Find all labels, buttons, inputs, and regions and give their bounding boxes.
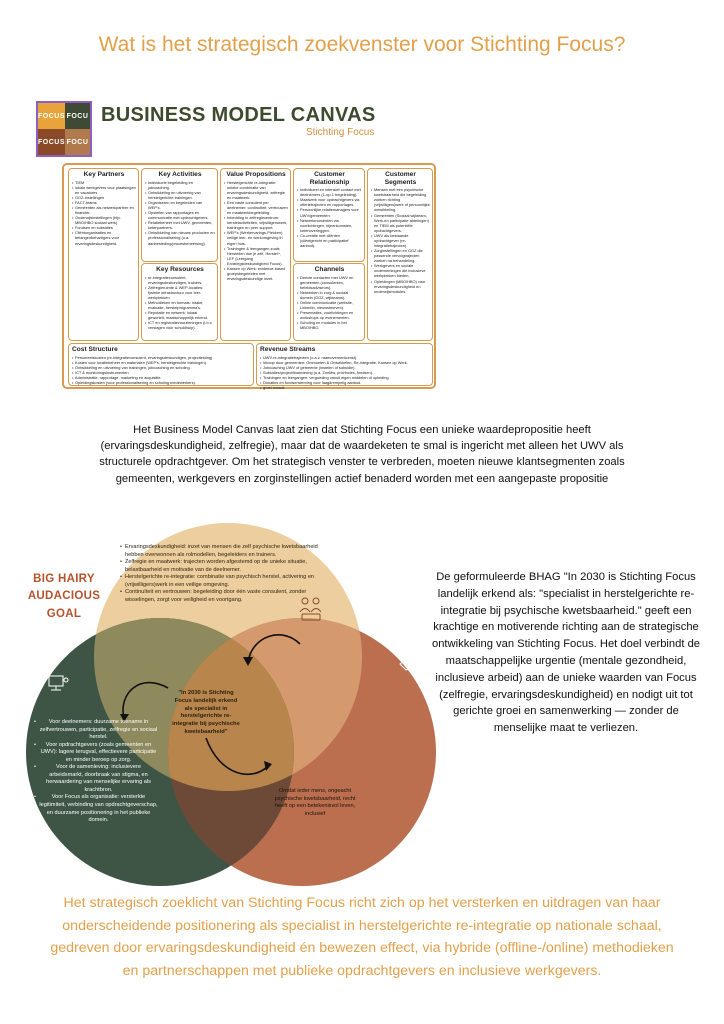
block-list — [224, 180, 288, 282]
customer-relationship-block — [293, 168, 365, 262]
list-item: • Ontwikkeling en uitvoering van trainingen, jobcoaching en scholing. — [72, 365, 251, 370]
block-list — [297, 275, 362, 331]
list-item: • Opleidingen (MBO/HBO) voor ervaringsdeskundigheid en onderwijsmodules. — [371, 279, 430, 294]
block-title: Key Activities — [158, 171, 202, 178]
list-item: • Ontwikkeling van nieuwe producten en professionalisering (o.a. aanbesteding/procesbeheersing). — [145, 230, 215, 245]
bhag-label-line: GOAL — [46, 607, 82, 620]
list-item: • WEP's (Werkervarings-Plekken) veilige leer- en werkomgeving in eigen huis. — [224, 230, 288, 245]
list-item: • lokale werkgevers voor plaatsingen en vacatures — [72, 185, 136, 195]
logo-quadrant: FOCU — [65, 103, 90, 129]
list-item: • groei vooruit — [260, 385, 430, 390]
list-item: • Subsidies/projectfinanciering (o.a. ZonMw, provincies, fondsen). — [260, 370, 430, 375]
list-item: • Individuele begeleiding en jobcoaching. — [145, 180, 215, 190]
canvas-explanation: Het Business Model Canvas laat zien dat Stichting Focus een unieke waardepropositie heeft (ervaringsdeskundigheid, zelfregie), maar dat de waardeketen te smal is ingericht met alleen het UWV als structurele opdrachtgever. Om het strategisch venster te verbreden, moeten nieuwe klantsegmenten zoals gemeenten, werkgevers en zorginstellingen actief benaderd worden met een aangepaste propositie — [99, 424, 625, 485]
list-item: • Herstelgerichte re-integratie: unieke combinatie van ervaringsdeskundigheid, zelfregie en maatwerk. — [224, 180, 288, 200]
list-item: • Voor deelnemers: duurzame toename in zelfvertrouwen, participatie, zelfregie en sociaal herstel. — [34, 719, 158, 742]
cost-structure-block — [68, 343, 254, 386]
list-item: • Trainingen & leergangen zoals Herstellen doe je zelf, Herstel+, LEF (Leergang Ervaringsdeskundigheid Focus). — [224, 246, 288, 266]
venn-left-text — [34, 719, 158, 825]
list-item: • Cliëntorganisaties en belangenbehartigers voor ervaringsdeskundigheid. — [72, 230, 136, 245]
key-activities-block — [141, 168, 218, 262]
logo-quadrant: FOCUS — [38, 103, 65, 129]
list-item: • Reputatie en netwerk: lokaal gewortelt, maatschappelijk erkend. — [145, 310, 215, 320]
bhag-explanation: De geformuleerde BHAG "In 2030 is Stichting Focus landelijk erkend als: "specialist in herstelgerichte re-integratie bij psychische kwetsbaarheid." geeft een krachtige en motiverende richting aan de strategische ontwikkeling van Stichting Focus. Het doel verbindt de maatschappelijke urgentie (mentale gezondheid, inclusieve arbeid) aan de unieke waarden van Focus (zelfregie, ervaringsdeskundigheid) en nodigt uit tot gerichte groei en samenwerking — zonder de menselijke maat te verliezen. — [431, 571, 701, 735]
list-item: • Voor de samenleving: inclusievere arbeidsmarkt, doorbraak van stigma, en herwaardering van menselijke ervaring als krachtbron. — [34, 764, 158, 794]
venn-list — [34, 719, 158, 825]
list-item: • ICT & monitoringsinstrumenten. — [72, 370, 251, 375]
list-item: • Donaties en fondsenwerving voor laagdrempelig aanbod. — [260, 380, 430, 385]
bmc-title: BUSINESS MODEL CANVAS — [101, 104, 376, 126]
list-item: • Continuïteit en vertrouwen: begeleiding door één vaste consulent, zonder wisselingen, zorgt voor veiligheid en voortgang. — [120, 589, 332, 604]
venn-right-text: Omdat ieder mens, ongeacht psychische kwetsbaarheid, recht heeft op een betekenisvol leven, inclusief — [274, 788, 356, 817]
list-item: • Presentaties, voorlichtingen en workshops op evenementen. — [297, 310, 362, 320]
list-item: • UWV als bestaande opdrachtgever (re-integratietrajecten). — [371, 233, 430, 248]
business-model-canvas — [62, 163, 436, 389]
block-list — [72, 355, 251, 385]
focus-logo — [36, 101, 92, 157]
list-item: • ICT en registratievoorzieningen (t.b.v. verslagen voor schuldhulp). — [145, 320, 215, 330]
list-item: • Zelfregie en maatwerk: trajecten worden afgestemd op de unieke situatie, belastbaarheid en motivatie van de deelnemer. — [120, 559, 332, 574]
logo-quadrant: FOCU — [65, 129, 90, 155]
list-item: • Online communicatie (website, LinkedIn, nieuwsbrieven). — [297, 300, 362, 310]
customer-segments-block — [367, 168, 433, 341]
list-item: • Gemeenten als netwerkpartner en financier. — [72, 205, 136, 215]
list-item: • Fondsen en subsidies — [72, 225, 136, 230]
block-list — [260, 355, 430, 391]
list-item: • Netwerken in zorg & sociaal domein (GGZ, wijkteams). — [297, 290, 362, 300]
block-title: Channels — [314, 266, 345, 273]
list-item: • Methodieken en formats: intake, evaluatie, herstelprogramma's. — [145, 300, 215, 310]
page-title: Wat is het strategisch zoekvenster voor Stichting Focus? — [98, 33, 626, 56]
list-item: • re-integratieconsulent, ervaringsdeskundigen, trainers. — [145, 275, 215, 285]
list-item: • Trainingen en leergangen: vergoeding vanuit eigen middelen of opleiding. — [260, 375, 430, 380]
block-title: Key Resources — [156, 266, 204, 273]
list-item: • FACT-teams — [72, 200, 136, 205]
list-item: • Werkgevers en sociale ondernemingen die inclusieve werkplekken bieden. — [371, 263, 430, 278]
list-item: • Opstellen van rapportages en communicatie met opdrachtgevers. — [145, 210, 215, 220]
list-item: • Co-creatie met cliënten (cliëntgericht en participatief aanbod). — [297, 233, 362, 248]
list-item: • TIEM — [72, 180, 136, 185]
block-list — [145, 275, 215, 331]
list-item: • Herstelgerichte re-integratie: combinatie van psychisch herstel, activering en (vrijwilligers)werk in een veilige omgeving. — [120, 574, 332, 589]
value-propositions-block — [220, 168, 291, 341]
list-item: • GGZ-instellingen — [72, 195, 136, 200]
revenue-streams-block — [256, 343, 433, 391]
block-title: Customer Segments — [384, 171, 417, 186]
list-item: • Voor Focus als organisatie: versterkte legitimiteit, verbinding van opdrachtgeverschap, en duurzame positionering in het publieke domein. — [34, 794, 158, 824]
block-title: Customer Relationship — [309, 171, 350, 186]
list-item: • Maatwerk voor opdrachtgevers via offertetrajecten en rapportages. — [297, 197, 362, 207]
list-item: • Zorginstellingen en GGZ die passende vervolgtrajecten zoeken na behandeling. — [371, 248, 430, 263]
bhag-label-line: BIG HAIRY — [33, 573, 95, 585]
list-item: • Inkoop door gemeenten: Ontmoeten & Ontwikkelen, Re-integratie, Kansen op Werk. — [260, 360, 430, 365]
bmc-subtitle: Stichting Focus — [306, 127, 375, 138]
list-item: • Inbedding in zelfregiecentrum: herstelactiviteiten, vrijwilligerswerk, trainingen en peer support. — [224, 215, 288, 230]
list-item: • Opleidingskosten (voor professionalisering en scholing medewerkers). — [72, 380, 251, 385]
block-title: Key Partners — [83, 171, 125, 178]
block-list — [72, 180, 136, 246]
list-item: • Voor opdrachtgevers (zoals gemeenten en UWV): lagere terugval, effectievere participatie en minder beroep op zorg. — [34, 742, 158, 765]
block-list — [371, 187, 430, 294]
key-resources-block — [141, 263, 218, 341]
list-item: • Netwerkmomenten via voorlichtingen, bijeenkomsten, ketenoverleggen. — [297, 218, 362, 233]
logo-quadrant: FOCUS — [38, 129, 65, 155]
conclusion-text: Het strategisch zoeklicht van Stichting Focus richt zich op het versterken en uitdragen van haar onderscheidende positionering als specialist in herstelgerichte re-integratie op nationale schaal, gedreven door ervaringsdeskundigheid én bewezen effect, via hybride (offline-/online) methodieken en partnerschappen met publieke opdrachtgevers en inclusieve werkgevers. — [50, 895, 674, 980]
list-item: • UWV-re-integratietrajecten (o.a.v. raamovereenkomst). — [260, 355, 430, 360]
bhag-label-line: AUDACIOUS — [27, 590, 101, 603]
list-item: • Ontwikkeling en uitvoering van herstelgerichte trainingen. — [145, 190, 215, 200]
list-item: • Ervaringsdeskundigheid: inzet van mensen die zelf psychische kwetsbaarheid hebben overwonnen als rolmodellen, begeleiders en trainers. — [120, 544, 332, 559]
venn-top-text — [120, 544, 332, 604]
list-item: • Gemeenten (Sociaal wijkteam, Werk-en participatie afdelingen) en TIEM als potentiële opdrachtgevers. — [371, 213, 430, 233]
list-item: • Individueel en intensief contact met deelnemers (1-op-1 begeleiding). — [297, 187, 362, 197]
list-item: • Mensen met een psychische kwetsbaarheid die begeleiding zoeken richting (vrijwilligers)werk of persoonlijke ontwikkeling. — [371, 187, 430, 212]
list-item: • Kansen op Werk: evidence-based groepsbegeleiden met ervaringsdeskundige inzet. — [224, 266, 288, 281]
key-partners-block — [68, 168, 139, 341]
channels-block — [293, 263, 365, 341]
venn-center-text: "In 2030 is Stichting Focus landelijk erkend als specialist in herstelgerichte re-integratie bij psychische kwetsbaarheid" — [172, 690, 240, 736]
block-title: Value Propositions — [226, 171, 286, 178]
list-item: • Scholing en modules in het MBO/HBO. — [297, 320, 362, 330]
block-title: Revenue Streams — [260, 346, 316, 353]
block-list — [145, 180, 215, 246]
list-item: • Persoonlijke relatiemanagers voor UWV/gemeenten. — [297, 207, 362, 217]
block-title: Cost Structure — [72, 346, 118, 353]
list-item: • Organiseren en begeleiden van WEP's. — [145, 200, 215, 210]
list-item: • Jobcoaching UWV of gemeente (instelen of subsidie). — [260, 365, 430, 370]
list-item: • Personeelskosten (re-integratieconsulent, ervaringsdeskundigen, projectleiding). — [72, 355, 251, 360]
list-item: • Een vaste consulent per deelnemer: continuïteit, vertrouwen en maatwerkbegeleiding. — [224, 200, 288, 215]
list-item: • Onderwijsinstellingen (bijv. MBO/HBO sociaal werk) — [72, 215, 136, 225]
list-item: • Relatiebeheer met UWV, gemeenten, ketenpartners. — [145, 220, 215, 230]
list-item: • Administratie, rapportage, marketing en acquisitie. — [72, 375, 251, 380]
list-item: • Kosten voor locatiebeheer en materialen (WEP's, herstelgerichte trainingen). — [72, 360, 251, 365]
list-item: • Directe contacten met UWV en gemeenten (consulenten, beleidsadviseurs). — [297, 275, 362, 290]
list-item: • Zelfregieruimte & WEP-locaties: fysieke infrastructuur voor leer-werkplekken. — [145, 285, 215, 300]
block-list — [297, 187, 362, 248]
bhag-label — [26, 571, 102, 623]
venn-list — [120, 544, 332, 604]
